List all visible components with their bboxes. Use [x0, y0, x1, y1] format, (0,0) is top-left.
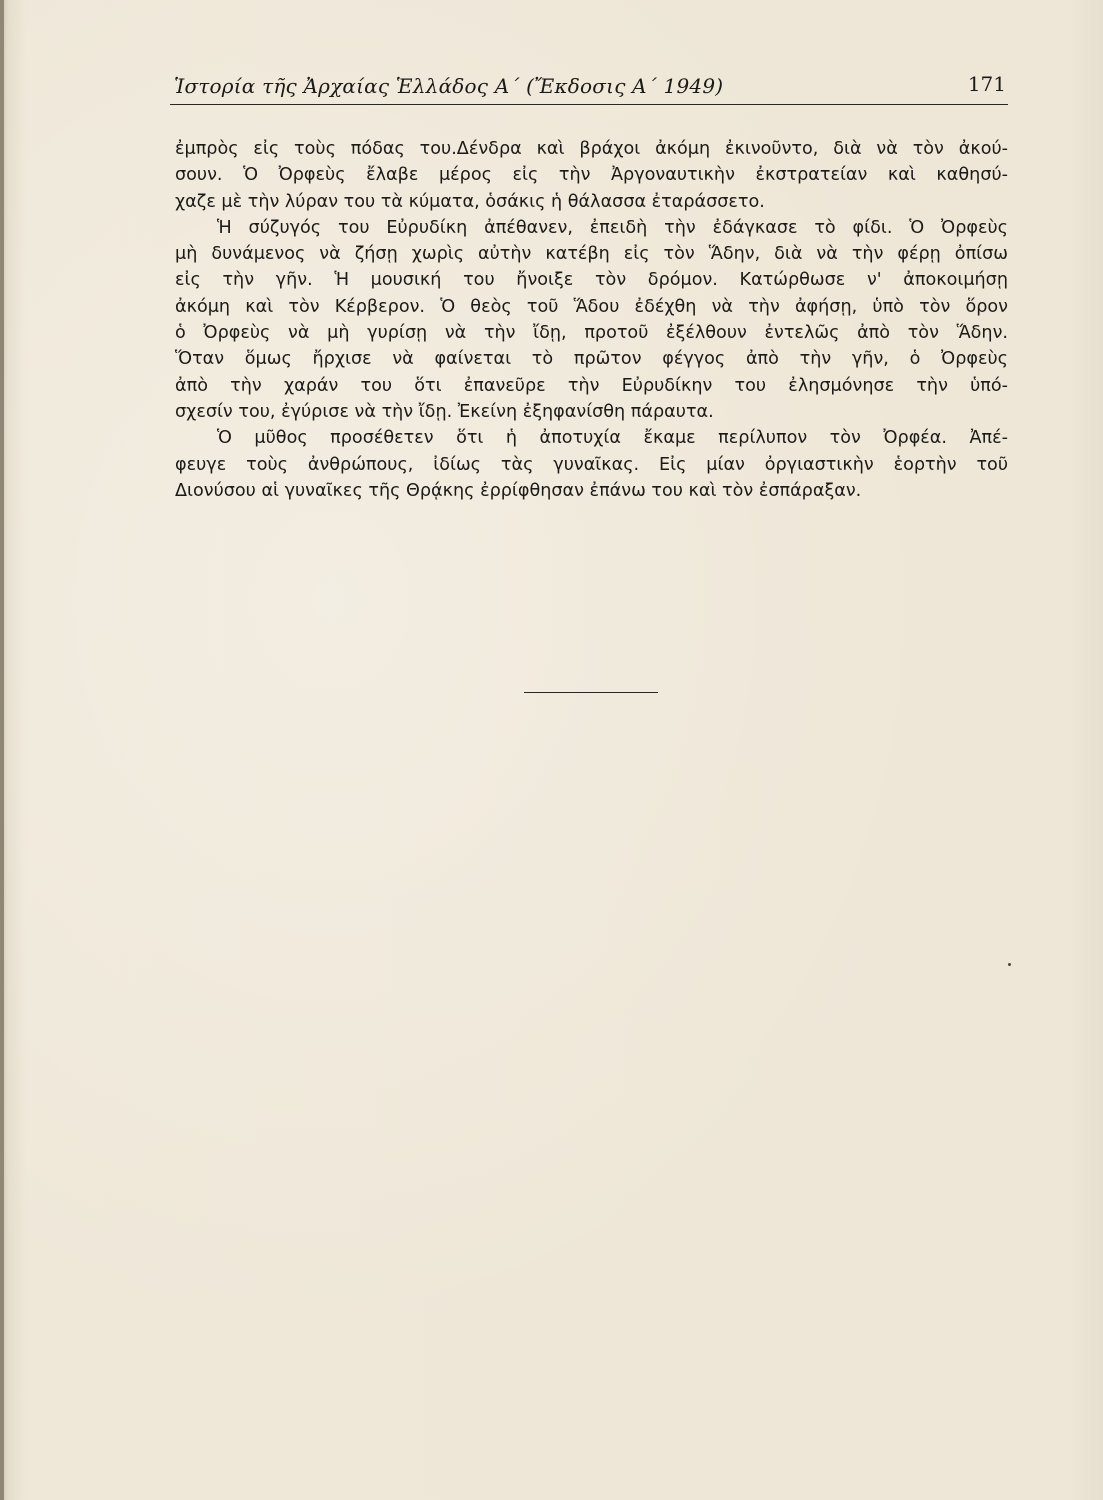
- text-line-content: σουν. Ὁ Ὀρφεὺς ἔλαβε μέρος εἰς τὴν Ἀργοναυτικὴν ἐκστρατείαν καὶ καθησύ-: [175, 165, 1008, 186]
- text-line: [175, 373, 1008, 399]
- running-header: [170, 74, 1008, 105]
- text-line-content: ἐμπρὸς εἰς τοὺς πόδας του.Δένδρα καὶ βράχοι ἀκόμη ἐκινοῦντο, διὰ νὰ τὸν ἀκού-: [175, 139, 1008, 159]
- paper-speck: [1008, 963, 1011, 966]
- text-line-content: μὴ δυνάμενος νὰ ζήσῃ χωρὶς αὐτὴν κατέβη εἰς τὸν Ἅδην, διὰ νὰ τὴν φέρῃ ὀπίσω: [175, 244, 1008, 265]
- text-line: [175, 162, 1008, 188]
- page-binding-edge: [0, 0, 4, 1500]
- page-number: 171: [967, 72, 1006, 96]
- text-line: χαζε μὲ τὴν λύραν του τὰ κύματα, ὁσάκις ἡ θάλασσα ἐταράσσετο.: [175, 191, 765, 212]
- text-line-content: ὁ Ὀρφεὺς νὰ μὴ γυρίσῃ νὰ τὴν ἴδῃ, προτοῦ ἐξέλθουν ἐντελῶς ἀπὸ τὸν Ἅδην.: [175, 323, 1008, 344]
- section-separator-rule: [524, 692, 658, 693]
- text-line: [175, 425, 1008, 451]
- text-line: [175, 241, 1008, 267]
- text-line: [175, 294, 1008, 320]
- text-line-content: Ὅταν ὅμως ἤρχισε νὰ φαίνεται τὸ πρῶτον φέγγος ἀπὸ τὴν γῆν, ὁ Ὀρφεὺς: [175, 349, 1008, 370]
- text-line-content: ἀκόμη καὶ τὸν Κέρβερον. Ὁ θεὸς τοῦ Ἅδου ἐδέχθη νὰ τὴν ἀφήσῃ, ὑπὸ τὸν ὅρον: [175, 296, 1008, 317]
- header-title: Ἱστορία τῆς Ἀρχαίας Ἑλλάδος Α΄ (Ἔκδοσις Α΄ 1949): [174, 74, 724, 98]
- text-line: [175, 346, 1008, 372]
- text-line: [175, 136, 1008, 162]
- text-line-content: Ὁ μῦθος προσέθετεν ὅτι ἡ ἀποτυχία ἔκαμε περίλυπον τὸν Ὀρφέα. Ἀπέ-: [217, 428, 1008, 449]
- text-line: [175, 320, 1008, 346]
- text-line-content: εἰς τὴν γῆν. Ἡ μουσική του ἤνοιξε τὸν δρόμον. Κατώρθωσε ν' ἀποκοιμήσῃ: [175, 270, 1008, 291]
- text-line: [175, 267, 1008, 293]
- text-line: Διονύσου αἱ γυναῖκες τῆς Θρᾴκης ἐρρίφθησαν ἐπάνω του καὶ τὸν ἐσπάραξαν.: [175, 480, 862, 501]
- text-line: [175, 452, 1008, 478]
- text-line: σχεσίν του, ἐγύρισε νὰ τὴν ἴδῃ. Ἐκείνη ἐξηφανίσθη πάραυτα.: [175, 401, 714, 422]
- text-line-content: Ἡ σύζυγός του Εὐρυδίκη ἀπέθανεν, ἐπειδὴ τὴν ἐδάγκασε τὸ φίδι. Ὁ Ὀρφεὺς: [217, 217, 1008, 238]
- body-text: [175, 136, 1008, 504]
- text-line-content: φευγε τοὺς ἀνθρώπους, ἰδίως τὰς γυναῖκας. Εἰς μίαν ὀργιαστικὴν ἑορτὴν τοῦ: [175, 454, 1008, 475]
- text-line-content: ἀπὸ τὴν χαράν του ὅτι ἐπανεῦρε τὴν Εὐρυδίκην του ἐλησμόνησε τὴν ὑπό-: [175, 375, 1008, 396]
- text-line: [175, 215, 1008, 241]
